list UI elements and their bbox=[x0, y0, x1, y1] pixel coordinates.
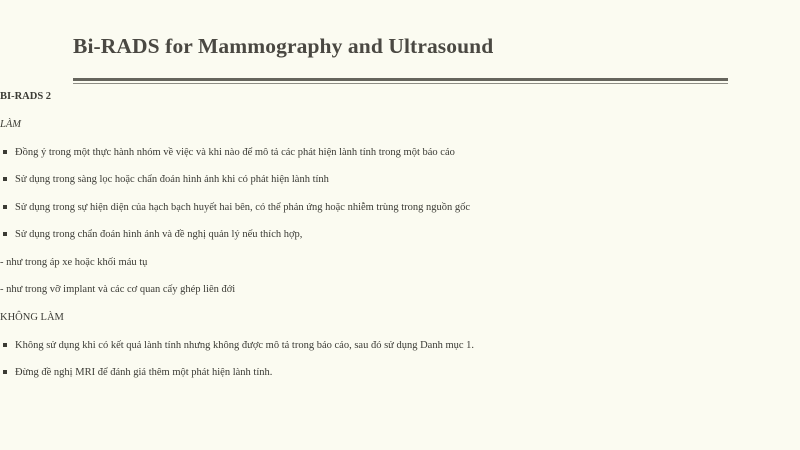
sub-line: - như trong áp xe hoặc khối máu tụ bbox=[0, 257, 148, 268]
do-item-text: Sử dụng trong sự hiện diện của hạch bạch huyết hai bên, có thể phản ứng hoặc nhiễm trùng trong nguồn gốc bbox=[15, 202, 471, 213]
bullet-icon bbox=[3, 177, 7, 181]
sub-line: - như trong vỡ implant và các cơ quan cấy ghép liên đới bbox=[0, 284, 236, 295]
do-item bbox=[3, 173, 329, 187]
slide-title: Bi-RADS for Mammography and Ultrasound bbox=[73, 34, 494, 58]
category-heading: BI-RADS 2 bbox=[0, 91, 52, 102]
bullet-icon bbox=[3, 205, 7, 209]
bullet-icon bbox=[3, 370, 7, 374]
do-item bbox=[3, 228, 302, 242]
dont-heading: KHÔNG LÀM bbox=[0, 312, 64, 323]
dont-item bbox=[3, 339, 474, 353]
do-item bbox=[3, 146, 455, 160]
bullet-icon bbox=[3, 343, 7, 347]
do-heading: LÀM bbox=[0, 119, 21, 130]
bullet-icon bbox=[3, 150, 7, 154]
do-item bbox=[3, 201, 470, 215]
do-item-text: Đồng ý trong một thực hành nhóm về việc và khi nào để mô tả các phát hiện lành tính trong một báo cáo bbox=[15, 147, 455, 158]
dont-item bbox=[3, 366, 272, 380]
do-item-text: Sử dụng trong chẩn đoán hình ảnh và đề nghị quản lý nếu thích hợp, bbox=[15, 229, 303, 240]
dont-item-text: Không sử dụng khi có kết quả lành tính nhưng không được mô tả trong báo cáo, sau đó sử dụng Danh mục 1. bbox=[15, 340, 475, 351]
bullet-icon bbox=[3, 232, 7, 236]
do-item-text: Sử dụng trong sàng lọc hoặc chẩn đoán hình ảnh khi có phát hiện lành tính bbox=[15, 174, 329, 185]
title-divider-thin bbox=[73, 83, 728, 84]
dont-item-text: Đừng đề nghị MRI để đánh giá thêm một phát hiện lành tính. bbox=[15, 367, 273, 378]
title-divider-thick bbox=[73, 78, 728, 81]
